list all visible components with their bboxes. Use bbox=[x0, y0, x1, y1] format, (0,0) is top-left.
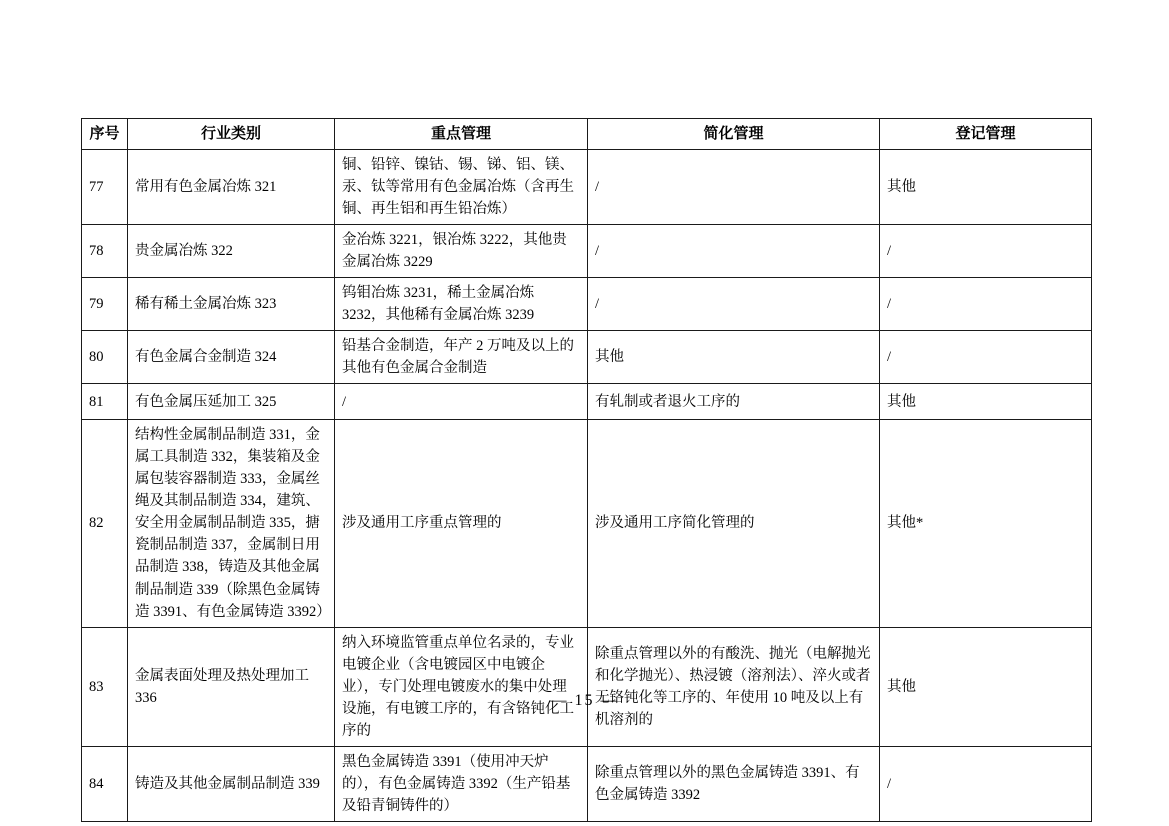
table-row bbox=[82, 150, 1092, 225]
cell-serial-number: 82 bbox=[82, 420, 128, 627]
cell-key-management: 金冶炼 3221，银冶炼 3222，其他贵金属冶炼 3229 bbox=[335, 225, 588, 278]
cell-serial-number: 77 bbox=[82, 150, 128, 225]
industry-classification-table-wrapper bbox=[81, 118, 1091, 822]
cell-registration-management: 其他 bbox=[880, 384, 1092, 420]
cell-registration-management: 其他* bbox=[880, 420, 1092, 627]
cell-serial-number: 79 bbox=[82, 278, 128, 331]
cell-key-management: 钨钼冶炼 3231，稀土金属冶炼 3232，其他稀有金属冶炼 3239 bbox=[335, 278, 588, 331]
cell-industry-category: 贵金属冶炼 322 bbox=[128, 225, 335, 278]
cell-key-management: 铜、铅锌、镍钴、锡、锑、铝、镁、汞、钛等常用有色金属冶炼（含再生铜、再生铝和再生铅冶炼） bbox=[335, 150, 588, 225]
column-header-industry-category: 行业类别 bbox=[128, 119, 335, 150]
table-row bbox=[82, 278, 1092, 331]
table-body bbox=[82, 150, 1092, 822]
cell-simplified-management: / bbox=[588, 150, 880, 225]
cell-simplified-management: 涉及通用工序简化管理的 bbox=[588, 420, 880, 627]
table-row bbox=[82, 331, 1092, 384]
cell-registration-management: / bbox=[880, 331, 1092, 384]
cell-industry-category: 有色金属压延加工 325 bbox=[128, 384, 335, 420]
table-header-row bbox=[82, 119, 1092, 150]
cell-key-management: 黑色金属铸造 3391（使用冲天炉的），有色金属铸造 3392（生产铅基及铅青铜铸件的） bbox=[335, 746, 588, 821]
table-header bbox=[82, 119, 1092, 150]
cell-serial-number: 78 bbox=[82, 225, 128, 278]
cell-industry-category: 结构性金属制品制造 331，金属工具制造 332，集装箱及金属包装容器制造 333，金属丝绳及其制品制造 334，建筑、安全用金属制品制造 335，搪瓷制品制造 337，金属制日用品制造 338，铸造及其他金属制品制造 339（除黑色金属铸造 3391、有色金属铸造 3392） bbox=[128, 420, 335, 627]
table-row bbox=[82, 627, 1092, 746]
column-header-serial-number: 序号 bbox=[82, 119, 128, 150]
page-number: — 15 — bbox=[550, 692, 619, 709]
table-row bbox=[82, 384, 1092, 420]
cell-industry-category: 稀有稀土金属冶炼 323 bbox=[128, 278, 335, 331]
cell-simplified-management: 除重点管理以外的有酸洗、抛光（电解抛光和化学抛光）、热浸镀（溶剂法）、淬火或者无铬钝化等工序的、年使用 10 吨及以上有机溶剂的 bbox=[588, 627, 880, 746]
cell-registration-management: 其他 bbox=[880, 150, 1092, 225]
cell-industry-category: 常用有色金属冶炼 321 bbox=[128, 150, 335, 225]
cell-serial-number: 84 bbox=[82, 746, 128, 821]
cell-industry-category: 铸造及其他金属制品制造 339 bbox=[128, 746, 335, 821]
cell-simplified-management: 有轧制或者退火工序的 bbox=[588, 384, 880, 420]
table-row bbox=[82, 420, 1092, 627]
cell-simplified-management: / bbox=[588, 225, 880, 278]
cell-registration-management: / bbox=[880, 746, 1092, 821]
cell-key-management: 涉及通用工序重点管理的 bbox=[335, 420, 588, 627]
cell-simplified-management: 其他 bbox=[588, 331, 880, 384]
column-header-simplified-management: 简化管理 bbox=[588, 119, 880, 150]
table-row bbox=[82, 225, 1092, 278]
industry-classification-table bbox=[81, 118, 1092, 822]
cell-registration-management: / bbox=[880, 278, 1092, 331]
cell-registration-management: / bbox=[880, 225, 1092, 278]
cell-serial-number: 83 bbox=[82, 627, 128, 746]
cell-serial-number: 81 bbox=[82, 384, 128, 420]
table-row bbox=[82, 746, 1092, 821]
cell-industry-category: 金属表面处理及热处理加工 336 bbox=[128, 627, 335, 746]
cell-key-management: 铅基合金制造，年产 2 万吨及以上的其他有色金属合金制造 bbox=[335, 331, 588, 384]
column-header-registration-management: 登记管理 bbox=[880, 119, 1092, 150]
column-header-key-management: 重点管理 bbox=[335, 119, 588, 150]
cell-serial-number: 80 bbox=[82, 331, 128, 384]
cell-key-management: 纳入环境监管重点单位名录的，专业电镀企业（含电镀园区中电镀企业），专门处理电镀废水的集中处理设施，有电镀工序的，有含铬钝化工序的 bbox=[335, 627, 588, 746]
cell-simplified-management: / bbox=[588, 278, 880, 331]
cell-key-management: / bbox=[335, 384, 588, 420]
cell-simplified-management: 除重点管理以外的黑色金属铸造 3391、有色金属铸造 3392 bbox=[588, 746, 880, 821]
cell-registration-management: 其他 bbox=[880, 627, 1092, 746]
cell-industry-category: 有色金属合金制造 324 bbox=[128, 331, 335, 384]
